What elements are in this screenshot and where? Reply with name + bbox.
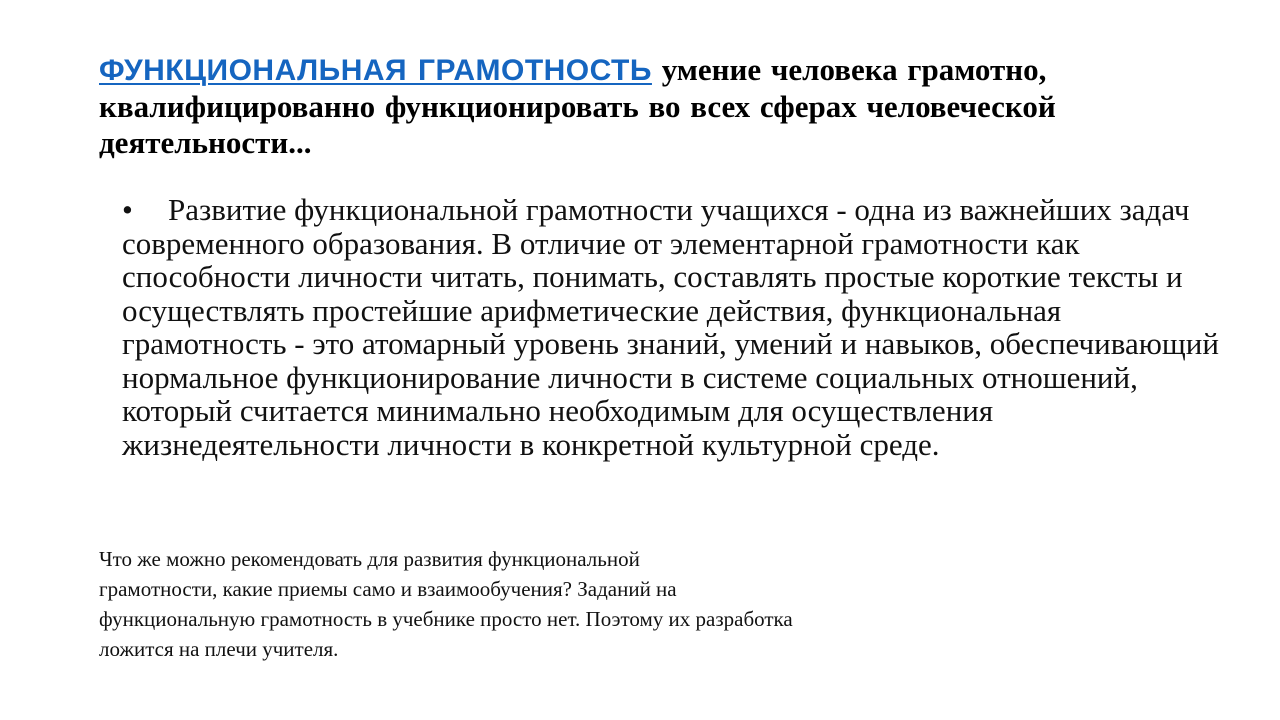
note-line: Что же можно рекомендовать для развития функциональной	[99, 547, 640, 571]
note-line: функциональную грамотность в учебнике просто нет. Поэтому их разработка	[99, 607, 793, 631]
definition-text: умение человека грамотно, квалифицированно функционировать во всех сферах человеческой деятельности...	[99, 52, 1056, 160]
definition-paragraph	[99, 52, 1189, 161]
note-line: грамотности, какие приемы само и взаимообучения? Заданий на	[99, 577, 677, 601]
bullet-text: Развитие функциональной грамотности учащихся - одна из важнейших задач современного образования. В отличие от элементарной грамотности как способности личности читать, понимать, составлять простые короткие тексты и осуществлять простейшие арифметические действия, функциональная грамотность - это атомарный уровень знаний, умений и навыков, обеспечивающий нормальное функционирование личности в системе социальных отношений, который считается минимально необходимым для осуществления жизнедеятельности личности в конкретной культурной среде.	[122, 192, 1219, 462]
note-line: ложится на плечи учителя.	[99, 637, 339, 661]
bullet-icon: •	[122, 192, 133, 227]
definition-term-link[interactable]: ФУНКЦИОНАЛЬНАЯ ГРАМОТНОСТЬ	[99, 54, 652, 87]
bullet-paragraph	[122, 193, 1222, 461]
note-paragraph	[99, 544, 999, 664]
